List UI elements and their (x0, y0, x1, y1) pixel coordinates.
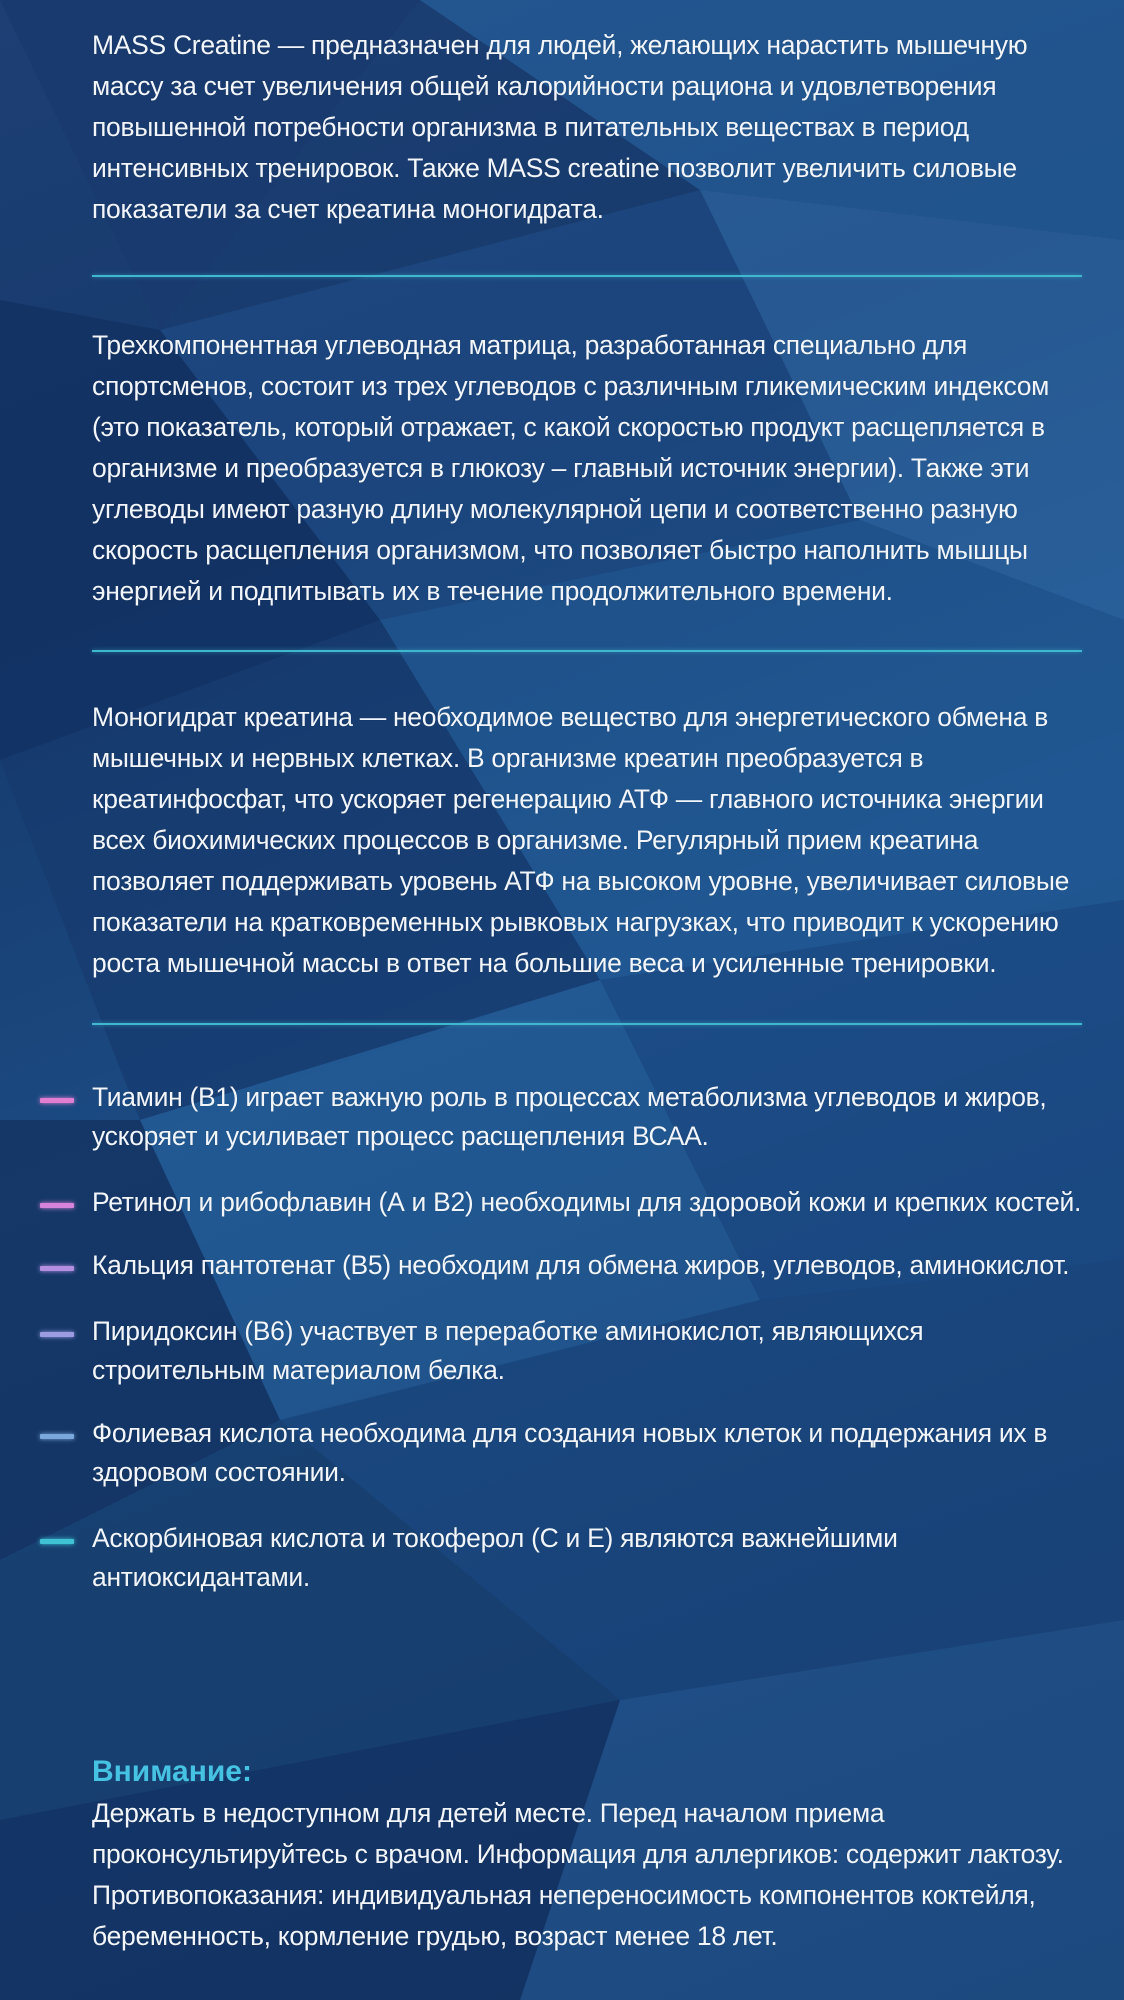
vitamin-item (40, 1414, 1100, 1492)
carb-matrix-description: Трехкомпонентная углеводная матрица, разработанная специально для спортсменов, состоит из трех углеводов с различным гликемическим индексом (это показатель, который отражает, с какой скоростью продукт расщепляется в организме и преобразуется в глюкозу – главный источник энергии). Также эти углеводы имеют разную длину молекулярной цепи и соответственно разную скорость расщепления организмом, что позволяет быстро наполнить мышцы энергией и подпитывать их в течение продолжительного времени. (92, 330, 1050, 606)
vitamin-text: Кальция пантотенат (В5) необходим для обмена жиров, углеводов, аминокислот. (92, 1250, 1070, 1280)
vitamin-list (40, 1078, 1100, 1624)
vitamin-item (40, 1519, 1100, 1597)
warning-text: Держать в недоступном для детей месте. Перед началом приема проконсультируйтесь с врачом. Информация для аллергиков: содержит лактозу. Противопоказания: индивидуальная непереносимость компонентов коктейля, беременность, кормление грудью, возраст менее 18 лет. (92, 1798, 1064, 1951)
warning-block (92, 1755, 1092, 1957)
vitamin-text: Аскорбиновая кислота и токоферол (С и Е) являются важнейшими антиоксидантами. (92, 1523, 898, 1592)
section-divider (92, 650, 1082, 652)
bullet-marker (40, 1434, 74, 1439)
vitamin-item (40, 1078, 1100, 1156)
vitamin-item (40, 1183, 1100, 1222)
bullet-marker (40, 1098, 74, 1103)
section-divider (92, 275, 1082, 277)
creatine-monohydrate-description: Моногидрат креатина — необходимое вещество для энергетического обмена в мышечных и нервных клетках. В организме креатин преобразуется в креатинфосфат, что ускоряет регенерацию АТФ — главного источника энергии всех биохимических процессов в организме. Регулярный прием креатина позволяет поддерживать уровень АТФ на высоком уровне, увеличивает силовые показатели на кратковременных рывковых нагрузках, что приводит к ускорению роста мышечной массы в ответ на большие веса и усиленные тренировки. (92, 702, 1070, 978)
vitamin-text: Фолиевая кислота необходима для создания новых клеток и поддержания их в здоровом состоянии. (92, 1418, 1048, 1487)
bullet-marker (40, 1203, 74, 1208)
section-divider (92, 1023, 1082, 1025)
bullet-marker (40, 1332, 74, 1337)
vitamin-text: Ретинол и рибофлавин (А и В2) необходимы для здоровой кожи и крепких костей. (92, 1187, 1082, 1217)
vitamin-item (40, 1246, 1100, 1285)
vitamin-text: Пиридоксин (В6) участвует в переработке аминокислот, являющихся строительным материалом белка. (92, 1316, 924, 1385)
bullet-marker (40, 1266, 74, 1271)
vitamin-item (40, 1312, 1100, 1390)
warning-title: Внимание: (92, 1755, 252, 1788)
bullet-marker (40, 1539, 74, 1544)
vitamin-text: Тиамин (В1) играет важную роль в процессах метаболизма углеводов и жиров, ускоряет и усиливает процесс расщепления ВСАА. (92, 1082, 1047, 1151)
mass-creatine-description: MASS Creatine — предназначен для людей, желающих нарастить мышечную массу за счет увеличения общей калорийности рациона и удовлетворения повышенной потребности организма в питательных веществах в период интенсивных тренировок. Также MASS creatine позволит увеличить силовые показатели за счет креатина моногидрата. (92, 30, 1028, 224)
